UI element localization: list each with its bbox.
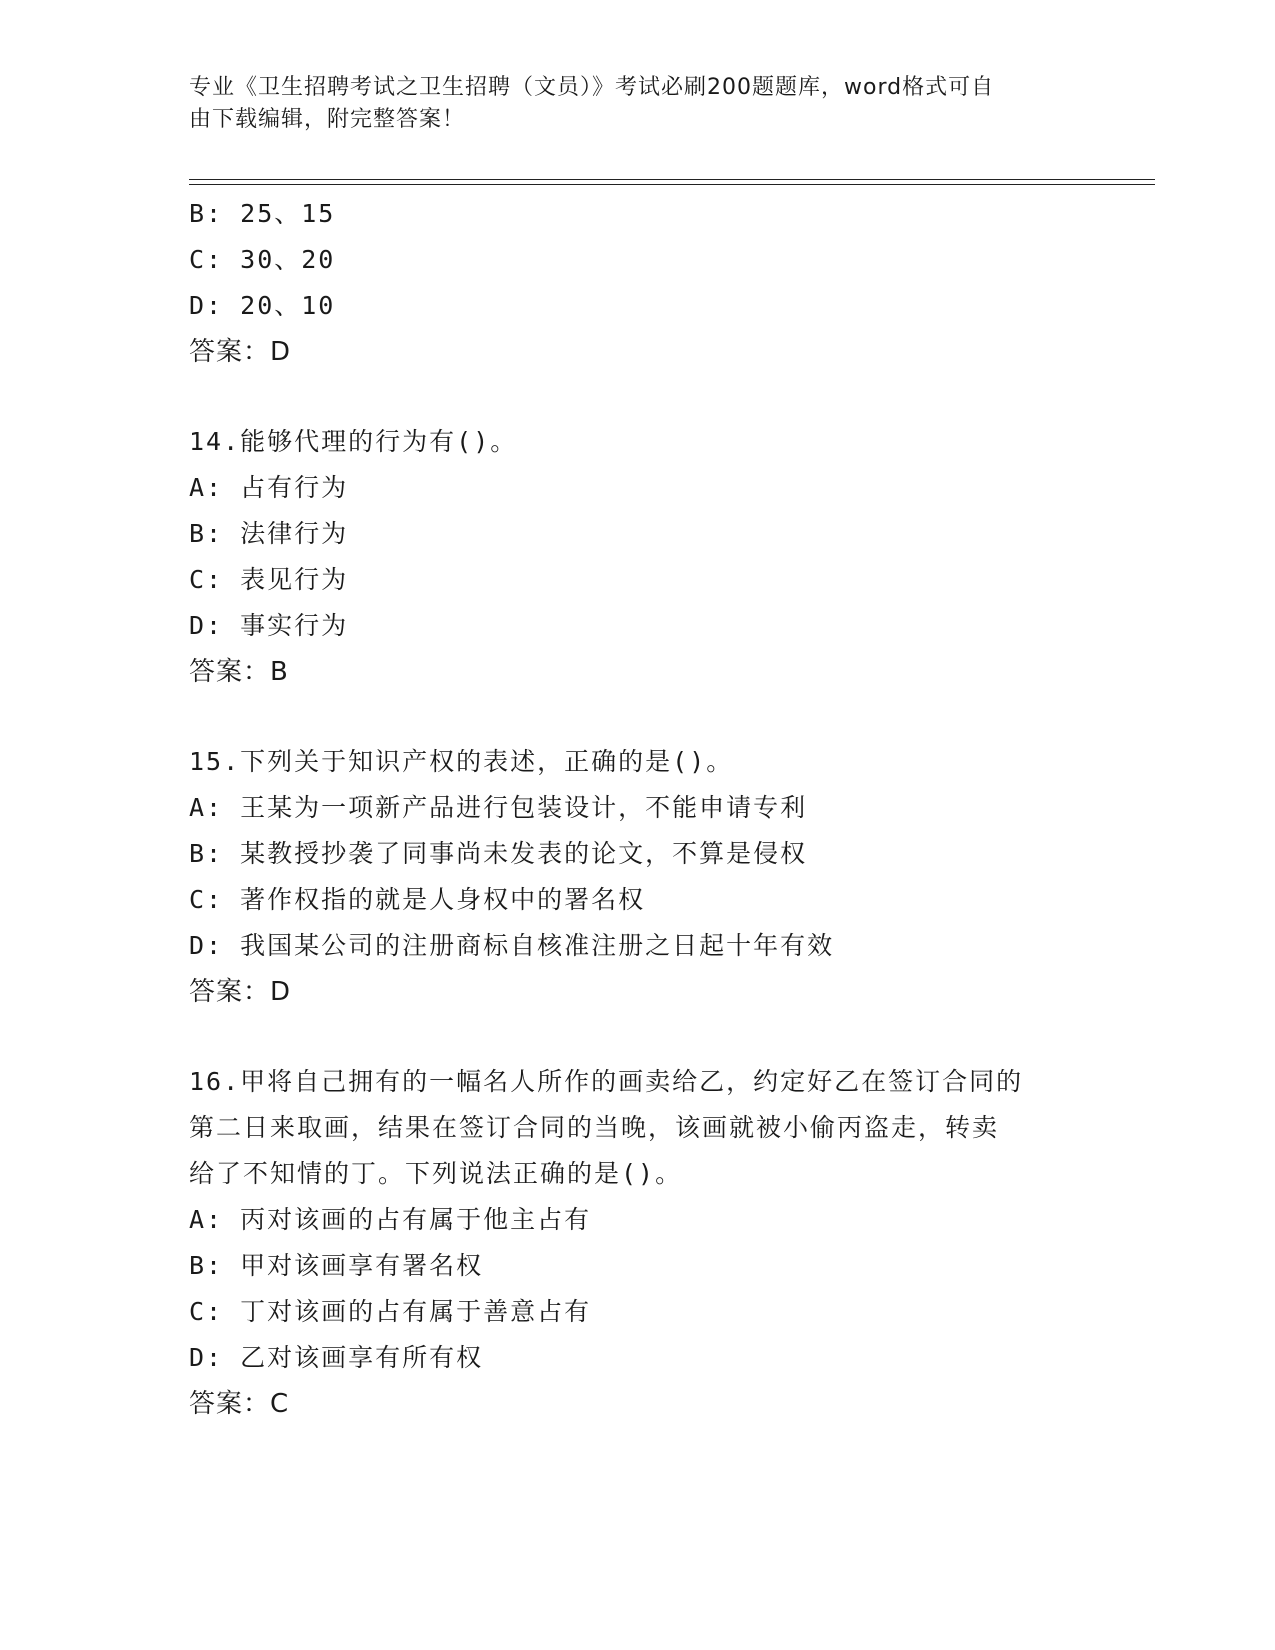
question-stem: 14.能够代理的行为有()。 (189, 427, 518, 456)
option-b: B: 25、15 (189, 199, 336, 228)
option-b: B: 甲对该画享有署名权 (189, 1251, 484, 1280)
option-c: C: 丁对该画的占有属于善意占有 (189, 1297, 592, 1326)
option-c: C: 著作权指的就是人身权中的署名权 (189, 885, 646, 914)
option-c: C: 30、20 (189, 245, 336, 274)
header-divider-bottom (189, 184, 1155, 185)
option-d: D: 我国某公司的注册商标自核准注册之日起十年有效 (189, 931, 835, 960)
answer: 答案：D (189, 337, 292, 367)
question-stem-line-1: 16.甲将自己拥有的一幅名人所作的画卖给乙，约定好乙在签订合同的 (189, 1067, 1024, 1096)
header-divider-top (189, 179, 1155, 180)
question-stem-line-2: 第二日来取画，结果在签订合同的当晚，该画就被小偷丙盗走，转卖 (189, 1113, 1000, 1142)
question-15 (189, 739, 1089, 1015)
question-14 (189, 419, 1089, 695)
header-line-2: 由下载编辑，附完整答案！ (189, 107, 466, 132)
option-d: D: 乙对该画享有所有权 (189, 1343, 484, 1372)
question-stem: 15.下列关于知识产权的表述，正确的是()。 (189, 747, 734, 776)
option-d: D: 20、10 (189, 291, 336, 320)
option-b: B: 法律行为 (189, 519, 349, 548)
option-d: D: 事实行为 (189, 611, 349, 640)
answer: 答案：D (189, 977, 292, 1007)
question-stem-line-3: 给了不知情的丁。下列说法正确的是()。 (189, 1159, 683, 1188)
header-line-1: 专业《卫生招聘考试之卫生招聘（文员）》考试必刷200题题库，word格式可自 (189, 75, 995, 100)
option-a: A: 王某为一项新产品进行包装设计，不能申请专利 (189, 793, 808, 822)
answer: 答案：C (189, 1389, 290, 1419)
option-b: B: 某教授抄袭了同事尚未发表的论文，不算是侵权 (189, 839, 808, 868)
question-16 (189, 1059, 1089, 1427)
document-header (189, 72, 1069, 136)
question-list (189, 191, 1089, 1427)
answer: 答案：B (189, 657, 289, 687)
option-a: A: 占有行为 (189, 473, 349, 502)
option-a: A: 丙对该画的占有属于他主占有 (189, 1205, 592, 1234)
option-c: C: 表见行为 (189, 565, 349, 594)
question-13 (189, 191, 1089, 375)
